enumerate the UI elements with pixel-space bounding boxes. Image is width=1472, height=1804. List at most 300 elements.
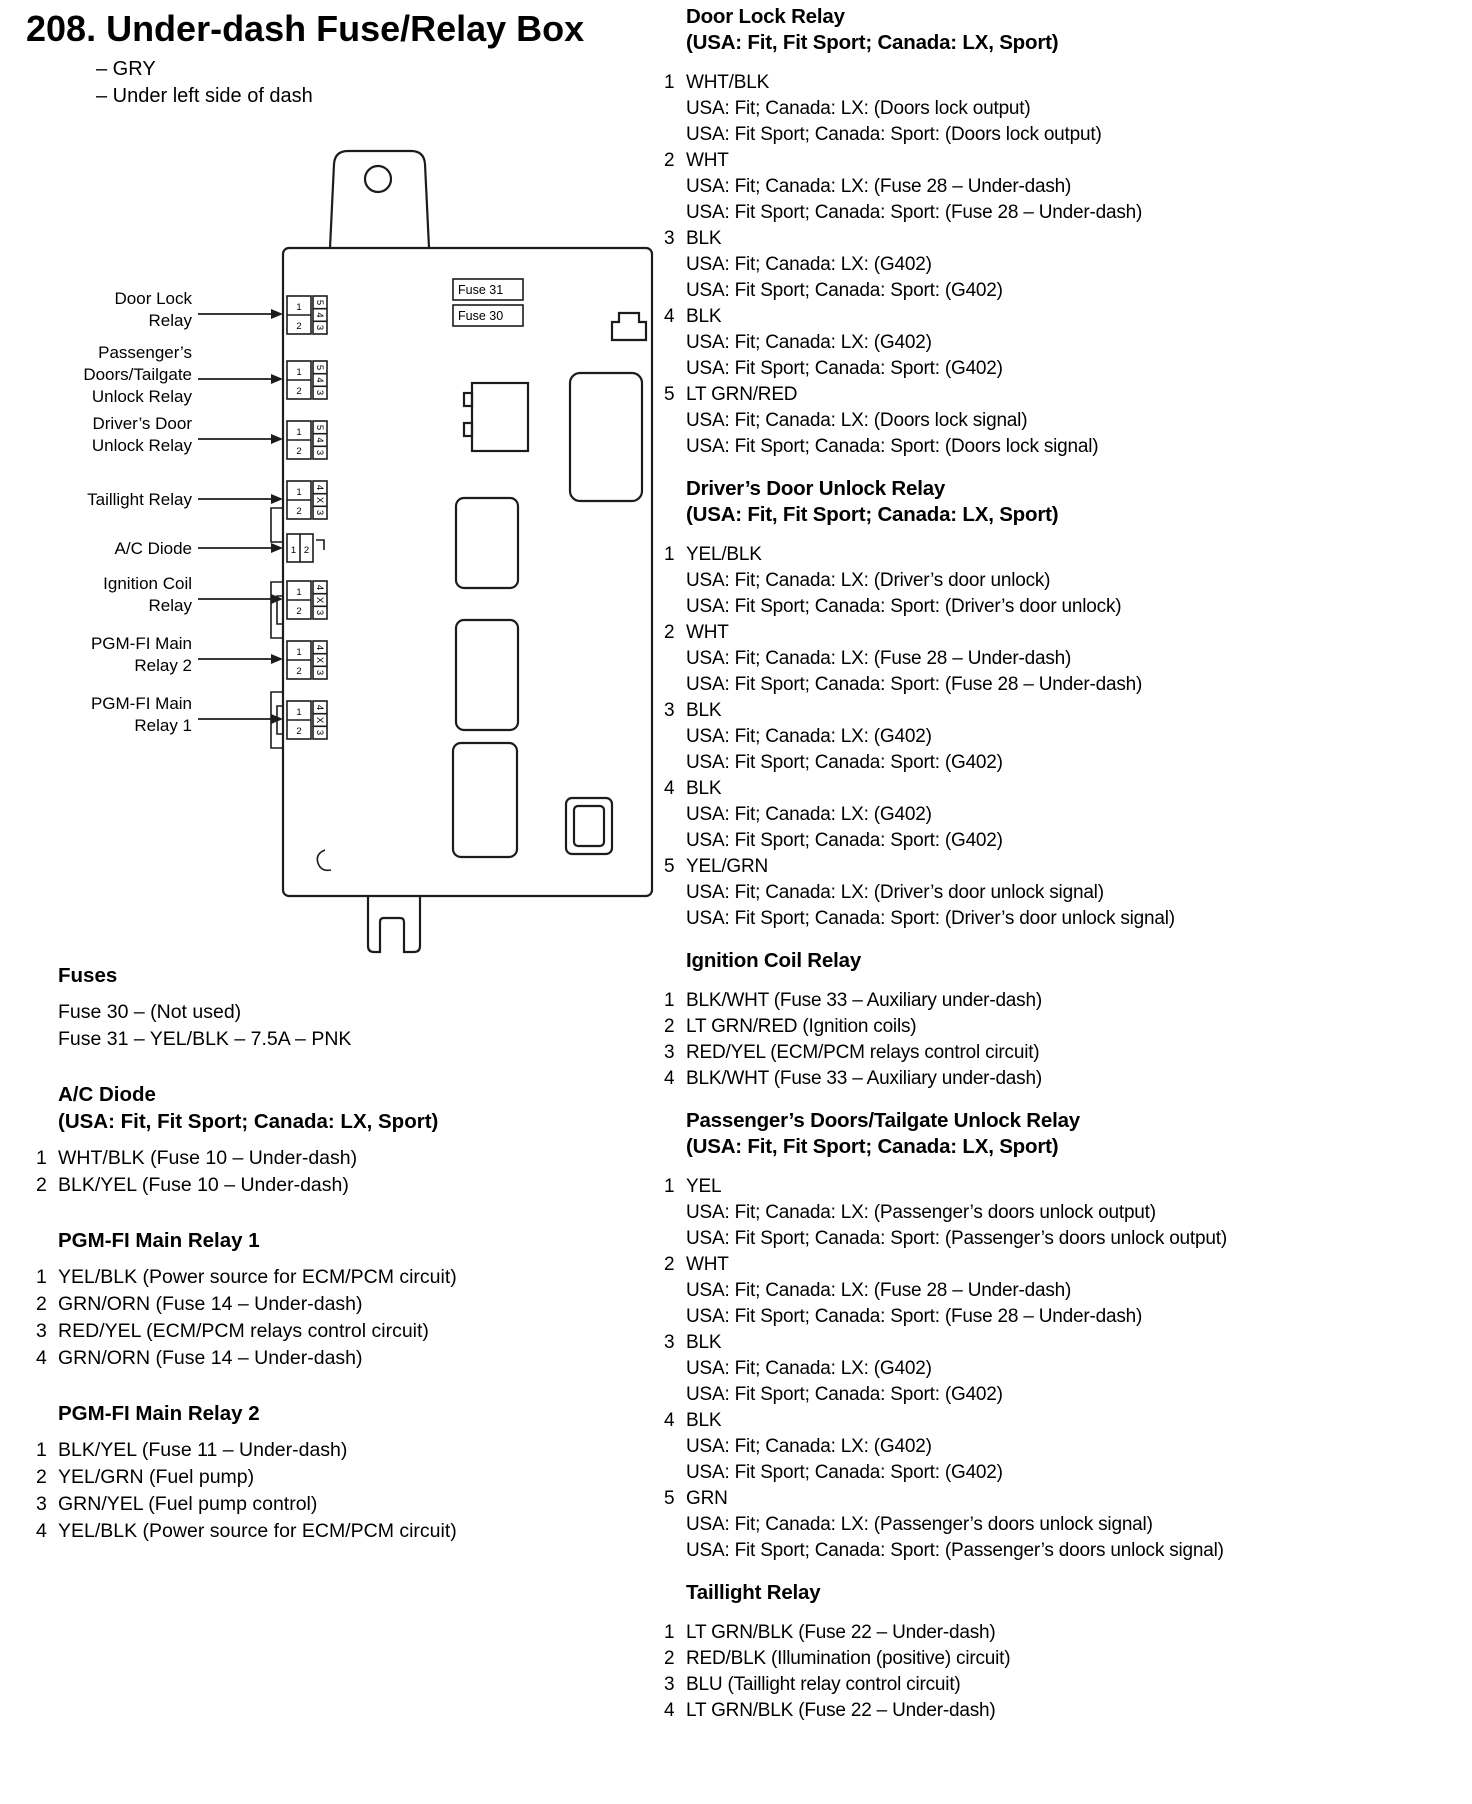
arrowhead-icon — [271, 494, 283, 504]
item-number: 4 — [664, 1410, 675, 1431]
variant-line: USA: Fit Sport; Canada: Sport: (Doors lock signal) — [686, 436, 1099, 457]
list-item — [664, 776, 1272, 854]
wire-text: BLK — [686, 1332, 722, 1353]
wire-text: LT GRN/BLK (Fuse 22 – Under-dash) — [686, 1700, 996, 1721]
section-heading: PGM-FI Main Relay 2 — [58, 1402, 260, 1425]
wire-text: YEL/GRN (Fuel pump) — [58, 1466, 255, 1488]
variant-line: USA: Fit; Canada: LX: (Passenger’s doors unlock signal) — [686, 1514, 1153, 1535]
item-number: 1 — [36, 1147, 47, 1169]
diagram-label-line: PGM-FI Main — [90, 634, 192, 653]
item-number: 2 — [36, 1293, 47, 1315]
diagram-label-line: Relay 2 — [134, 656, 192, 675]
list-item — [664, 1620, 1272, 1646]
connector — [472, 383, 528, 451]
relay-footprint — [287, 701, 327, 739]
pin-number: 5 — [314, 299, 325, 306]
diode-mark — [316, 540, 324, 550]
item-number: 2 — [664, 150, 675, 171]
item-body — [58, 1145, 661, 1172]
section-heading: A/C Diode — [58, 1083, 156, 1106]
pin-number: 3 — [314, 729, 325, 736]
list-item — [664, 854, 1272, 932]
item-body — [686, 542, 1272, 620]
item-body — [686, 1014, 1272, 1040]
arrowhead-icon — [271, 374, 283, 384]
relay-footprints-layer — [287, 296, 327, 739]
pin-number: 5 — [314, 424, 325, 431]
section-subheading: (USA: Fit, Fit Sport; Canada: LX, Sport) — [58, 1110, 439, 1133]
item-number: 4 — [664, 1068, 675, 1089]
relay-footprint — [287, 641, 327, 679]
item-body — [686, 698, 1272, 776]
fuse-30-label: Fuse 30 — [458, 309, 504, 323]
wire-text: LT GRN/RED (Ignition coils) — [686, 1016, 917, 1037]
pin-number: 2 — [296, 321, 302, 332]
section-head — [686, 948, 1272, 974]
wire-text: WHT — [686, 1254, 729, 1275]
wire-text: BLK — [686, 1410, 722, 1431]
diagram-label — [91, 634, 283, 675]
arrowhead-icon — [271, 434, 283, 444]
item-number: 3 — [664, 1674, 675, 1695]
item-body — [58, 1345, 661, 1372]
diagram-label-line: Ignition Coil — [103, 574, 192, 593]
item-body — [686, 1066, 1272, 1092]
variant-line: USA: Fit Sport; Canada: Sport: (Passenger’s doors unlock signal) — [686, 1540, 1224, 1561]
list-item — [36, 1518, 661, 1545]
item-body — [686, 1252, 1272, 1330]
variant-line: USA: Fit; Canada: LX: (G402) — [686, 726, 932, 747]
pin-number: X — [314, 716, 325, 724]
diagram-label — [103, 574, 283, 615]
variant-line: USA: Fit Sport; Canada: Sport: (Driver’s door unlock) — [686, 596, 1122, 617]
diagram-label-line: Driver’s Door — [92, 414, 192, 433]
relay-footprint — [287, 296, 327, 334]
pin-number: 4 — [314, 312, 325, 318]
list-item — [664, 1014, 1272, 1040]
item-number: 3 — [664, 1042, 675, 1063]
item-number: 5 — [664, 856, 675, 877]
item-number: 1 — [664, 544, 675, 565]
section — [664, 948, 1272, 1092]
item-body — [686, 776, 1272, 854]
mounting-hole — [365, 166, 391, 192]
wire-text: WHT/BLK — [686, 72, 770, 93]
variant-line: USA: Fit; Canada: LX: (Fuse 28 – Under-dash) — [686, 1280, 1072, 1301]
pin-number: 4 — [314, 437, 325, 443]
diagram-label-line: PGM-FI Main — [90, 694, 192, 713]
section-head — [686, 1108, 1272, 1160]
list-item — [664, 304, 1272, 382]
wire-text: WHT/BLK (Fuse 10 – Under-dash) — [58, 1147, 358, 1169]
section-heading: Driver’s Door Unlock Relay — [686, 477, 946, 500]
diagram-label — [92, 414, 283, 455]
item-body — [58, 1264, 661, 1291]
item-number: 1 — [664, 72, 675, 93]
item-body — [686, 382, 1272, 460]
list-item — [36, 1491, 661, 1518]
diagram-label-line: Doors/Tailgate — [83, 365, 192, 384]
bottom-tab — [368, 896, 420, 952]
bullet-line: – GRY — [96, 58, 156, 80]
section-heading: Door Lock Relay — [686, 5, 845, 28]
section-head — [58, 1227, 661, 1254]
pin-number: 2 — [296, 666, 302, 677]
wire-text: YEL/GRN — [686, 856, 769, 877]
pin-number: 3 — [314, 324, 325, 331]
pin-number: 1 — [296, 427, 302, 438]
pin-number: 4 — [314, 484, 325, 491]
item-body — [686, 988, 1272, 1014]
list-item — [36, 1264, 661, 1291]
diagram-label — [115, 289, 283, 330]
section-head — [58, 1400, 661, 1427]
item-number: 4 — [664, 306, 675, 327]
connector-tab — [464, 423, 472, 436]
list-item — [664, 1040, 1272, 1066]
item-number: 1 — [36, 1266, 47, 1288]
list-item — [664, 620, 1272, 698]
variant-line: USA: Fit Sport; Canada: Sport: (G402) — [686, 1384, 1003, 1405]
variant-line: USA: Fit Sport; Canada: Sport: (G402) — [686, 358, 1003, 379]
pin-number: X — [314, 656, 325, 664]
item-body — [686, 226, 1272, 304]
item-body — [58, 1026, 661, 1053]
pin-number: 4 — [314, 644, 325, 651]
variant-line: USA: Fit Sport; Canada: Sport: (Driver’s door unlock signal) — [686, 908, 1175, 929]
wire-text: BLK/YEL (Fuse 10 – Under-dash) — [58, 1174, 349, 1196]
relay-footprint — [287, 534, 324, 562]
item-number: 3 — [36, 1320, 47, 1342]
list-item — [36, 1318, 661, 1345]
list-item — [664, 1066, 1272, 1092]
wire-text: Fuse 31 – YEL/BLK – 7.5A – PNK — [58, 1028, 352, 1050]
list-item — [36, 1345, 661, 1372]
bullet-line: – Under left side of dash — [96, 85, 313, 107]
item-body — [58, 1437, 661, 1464]
list-item — [664, 1698, 1272, 1724]
list-item — [664, 70, 1272, 148]
pin-number: 4 — [314, 584, 325, 591]
wire-text: GRN/YEL (Fuel pump control) — [58, 1493, 318, 1515]
item-body — [686, 1408, 1272, 1486]
item-body — [686, 1486, 1272, 1564]
wire-text: WHT — [686, 150, 729, 171]
variant-line: USA: Fit Sport; Canada: Sport: (G402) — [686, 752, 1003, 773]
side-clip — [271, 508, 283, 542]
section-head — [58, 1081, 661, 1135]
fusebox-details — [271, 279, 523, 870]
pin-number: 2 — [296, 506, 302, 517]
item-body — [686, 1330, 1272, 1408]
diagram-label-line: Relay — [148, 596, 192, 615]
section-head — [686, 4, 1272, 56]
pin-number: 1 — [296, 707, 302, 718]
relay-footprint — [287, 421, 327, 459]
wire-text: BLK — [686, 778, 722, 799]
variant-line: USA: Fit Sport; Canada: Sport: (Fuse 28 – Under-dash) — [686, 674, 1143, 695]
wire-text: BLK/WHT (Fuse 33 – Auxiliary under-dash) — [686, 1068, 1042, 1089]
wire-text: YEL/BLK — [686, 544, 762, 565]
pin-number: 5 — [314, 364, 325, 371]
list-item — [664, 1330, 1272, 1408]
list-item — [664, 1408, 1272, 1486]
item-number: 4 — [664, 778, 675, 799]
variant-line: USA: Fit; Canada: LX: (Doors lock signal) — [686, 410, 1028, 431]
variant-line: USA: Fit; Canada: LX: (Fuse 28 – Under-dash) — [686, 648, 1072, 669]
item-body — [686, 1646, 1272, 1672]
diagram-label-line: Relay 1 — [134, 716, 192, 735]
variant-line: USA: Fit Sport; Canada: Sport: (Fuse 28 – Under-dash) — [686, 202, 1143, 223]
item-body — [58, 1172, 661, 1199]
item-number: 2 — [664, 622, 675, 643]
list-item — [664, 1252, 1272, 1330]
item-number: 4 — [36, 1520, 47, 1542]
wire-text: RED/BLK (Illumination (positive) circuit) — [686, 1648, 1011, 1669]
section — [36, 1081, 661, 1199]
list-item — [36, 1172, 661, 1199]
section — [36, 1227, 661, 1372]
variant-line: USA: Fit; Canada: LX: (G402) — [686, 254, 932, 275]
section-heading: Passenger’s Doors/Tailgate Unlock Relay — [686, 1109, 1081, 1132]
bottom-hook — [317, 850, 331, 870]
list-item — [664, 226, 1272, 304]
item-number: 5 — [664, 384, 675, 405]
item-number — [36, 999, 58, 1026]
item-number: 2 — [36, 1466, 47, 1488]
list-item — [664, 1174, 1272, 1252]
wire-text: LT GRN/RED — [686, 384, 798, 405]
pin-number: 1 — [296, 487, 302, 498]
arrowhead-icon — [271, 543, 283, 553]
list-item — [58, 1026, 661, 1053]
pin-number: 3 — [314, 669, 325, 676]
relay-footprint — [287, 481, 327, 519]
section-subheading: (USA: Fit, Fit Sport; Canada: LX, Sport) — [686, 503, 1059, 526]
item-body — [686, 1672, 1272, 1698]
variant-line: USA: Fit; Canada: LX: (Passenger’s doors unlock output) — [686, 1202, 1156, 1223]
list-item — [664, 1672, 1272, 1698]
right-sections — [664, 4, 1272, 1724]
section — [36, 1400, 661, 1545]
wire-text: BLU (Taillight relay control circuit) — [686, 1674, 961, 1695]
item-number: 3 — [664, 1332, 675, 1353]
list-item — [36, 1437, 661, 1464]
diagram-label — [83, 343, 283, 406]
item-number: 4 — [664, 1700, 675, 1721]
pin-number: 4 — [314, 377, 325, 383]
variant-line: USA: Fit; Canada: LX: (Doors lock output) — [686, 98, 1031, 119]
diagram-labels-layer — [83, 289, 283, 735]
variant-line: USA: Fit Sport; Canada: Sport: (Passenger’s doors unlock output) — [686, 1228, 1227, 1249]
item-number — [36, 1026, 58, 1053]
pin-number: 2 — [296, 386, 302, 397]
item-body — [686, 620, 1272, 698]
section — [36, 962, 661, 1053]
pin-number: 3 — [314, 509, 325, 516]
section-head — [686, 1580, 1272, 1606]
list-item — [664, 148, 1272, 226]
item-number: 1 — [664, 1176, 675, 1197]
diagram-label-line: Unlock Relay — [91, 387, 192, 406]
diagram-label — [91, 694, 283, 735]
item-body — [686, 148, 1272, 226]
pin-number: 2 — [296, 606, 302, 617]
section-subheading: (USA: Fit, Fit Sport; Canada: LX, Sport) — [686, 31, 1059, 54]
list-item — [664, 1486, 1272, 1564]
wire-text: RED/YEL (ECM/PCM relays control circuit) — [686, 1042, 1040, 1063]
wire-text: GRN/ORN (Fuse 14 – Under-dash) — [58, 1293, 363, 1315]
section — [664, 1580, 1272, 1724]
item-number: 3 — [664, 700, 675, 721]
diagram-label — [115, 539, 283, 558]
list-item — [664, 542, 1272, 620]
diagram-label-line: A/C Diode — [114, 539, 192, 558]
section — [664, 4, 1272, 460]
list-item — [664, 1646, 1272, 1672]
item-body — [686, 854, 1272, 932]
section-heading: Taillight Relay — [686, 1581, 821, 1604]
pin-number: X — [314, 496, 325, 504]
arrowhead-icon — [271, 654, 283, 664]
item-number: 1 — [664, 990, 675, 1011]
section — [664, 1108, 1272, 1564]
relay-footprint — [287, 581, 327, 619]
section-heading: Fuses — [58, 964, 118, 987]
item-body — [58, 1491, 661, 1518]
list-item — [664, 382, 1272, 460]
variant-line: USA: Fit Sport; Canada: Sport: (G402) — [686, 830, 1003, 851]
connector — [453, 743, 517, 857]
item-number: 4 — [36, 1347, 47, 1369]
item-number: 2 — [664, 1254, 675, 1275]
item-body — [58, 1291, 661, 1318]
wire-text: YEL — [686, 1176, 722, 1197]
list-item — [664, 988, 1272, 1014]
list-item — [36, 1291, 661, 1318]
pin-number: 1 — [296, 587, 302, 598]
pin-number: 3 — [314, 389, 325, 396]
variant-line: USA: Fit; Canada: LX: (Driver’s door unlock signal) — [686, 882, 1104, 903]
relay-footprint — [287, 361, 327, 399]
connector-inner — [574, 806, 604, 846]
connector-plug — [612, 313, 646, 340]
item-number: 2 — [36, 1174, 47, 1196]
item-number: 1 — [664, 1622, 675, 1643]
pin-number: 1 — [296, 367, 302, 378]
variant-line: USA: Fit; Canada: LX: (G402) — [686, 1358, 932, 1379]
diagram-label-line: Taillight Relay — [87, 490, 192, 509]
item-body — [686, 1620, 1272, 1646]
wire-text: GRN/ORN (Fuse 14 – Under-dash) — [58, 1347, 363, 1369]
variant-line: USA: Fit; Canada: LX: (G402) — [686, 332, 932, 353]
wire-text: Fuse 30 – (Not used) — [58, 1001, 242, 1023]
section-head — [686, 476, 1272, 528]
item-number: 2 — [664, 1648, 675, 1669]
item-body — [686, 1698, 1272, 1724]
item-body — [686, 304, 1272, 382]
variant-line: USA: Fit; Canada: LX: (G402) — [686, 804, 932, 825]
wire-text: BLK/WHT (Fuse 33 – Auxiliary under-dash) — [686, 990, 1042, 1011]
connector — [570, 373, 642, 501]
item-body — [58, 1518, 661, 1545]
wire-text: BLK — [686, 700, 722, 721]
diagram-label-line: Relay — [148, 311, 192, 330]
pin-number: 1 — [296, 302, 302, 313]
item-body — [686, 1040, 1272, 1066]
wire-text: BLK — [686, 228, 722, 249]
item-number: 1 — [36, 1439, 47, 1461]
section-head — [58, 962, 661, 989]
page-title: 208. Under-dash Fuse/Relay Box — [26, 8, 585, 49]
variant-line: USA: Fit Sport; Canada: Sport: (G402) — [686, 1462, 1003, 1483]
list-item — [664, 698, 1272, 776]
item-number: 3 — [664, 228, 675, 249]
wire-text: BLK — [686, 306, 722, 327]
pin-number: 2 — [296, 446, 302, 457]
page-bullets — [96, 56, 313, 110]
variant-line: USA: Fit; Canada: LX: (Fuse 28 – Under-dash) — [686, 176, 1072, 197]
list-item — [36, 1145, 661, 1172]
item-body — [58, 1464, 661, 1491]
diagram-label-line: Unlock Relay — [91, 436, 192, 455]
variant-line: USA: Fit; Canada: LX: (Driver’s door unlock) — [686, 570, 1051, 591]
section — [664, 476, 1272, 932]
pin-number: 1 — [290, 545, 297, 556]
wire-text: YEL/BLK (Power source for ECM/PCM circuit) — [58, 1266, 457, 1288]
connector-tab — [464, 393, 472, 406]
list-item — [58, 999, 661, 1026]
fusebox-diagram — [60, 136, 680, 966]
variant-line: USA: Fit; Canada: LX: (G402) — [686, 1436, 932, 1457]
fusebox-outline — [283, 151, 652, 952]
item-body — [58, 999, 661, 1026]
wire-text: BLK/YEL (Fuse 11 – Under-dash) — [58, 1439, 348, 1461]
wire-text: LT GRN/BLK (Fuse 22 – Under-dash) — [686, 1622, 996, 1643]
item-body — [58, 1318, 661, 1345]
section-heading: PGM-FI Main Relay 1 — [58, 1229, 260, 1252]
wire-text: RED/YEL (ECM/PCM relays control circuit) — [58, 1320, 429, 1342]
variant-line: USA: Fit Sport; Canada: Sport: (Fuse 28 – Under-dash) — [686, 1306, 1143, 1327]
pin-number: 2 — [296, 726, 302, 737]
item-number: 3 — [36, 1493, 47, 1515]
connector — [456, 498, 518, 588]
pin-number: 3 — [314, 449, 325, 456]
pin-number: 4 — [314, 704, 325, 711]
pin-number: 3 — [314, 609, 325, 616]
variant-line: USA: Fit Sport; Canada: Sport: (G402) — [686, 280, 1003, 301]
diagram-label — [87, 490, 283, 509]
pin-number: X — [314, 596, 325, 604]
pin-number: 2 — [303, 545, 310, 556]
pin-number: 1 — [296, 647, 302, 658]
section-heading: Ignition Coil Relay — [686, 949, 862, 972]
arrowhead-icon — [271, 309, 283, 319]
variant-line: USA: Fit Sport; Canada: Sport: (Doors lock output) — [686, 124, 1102, 145]
fuse-31-label: Fuse 31 — [458, 283, 504, 297]
item-number: 5 — [664, 1488, 675, 1509]
wire-text: YEL/BLK (Power source for ECM/PCM circuit) — [58, 1520, 457, 1542]
diagram-label-line: Door Lock — [114, 289, 192, 308]
connector — [456, 620, 518, 730]
item-number: 2 — [664, 1016, 675, 1037]
item-body — [686, 1174, 1272, 1252]
diagram-label-line: Passenger’s — [98, 343, 192, 362]
list-item — [36, 1464, 661, 1491]
left-sections — [36, 962, 661, 1545]
item-body — [686, 70, 1272, 148]
wire-text: GRN — [686, 1488, 728, 1509]
